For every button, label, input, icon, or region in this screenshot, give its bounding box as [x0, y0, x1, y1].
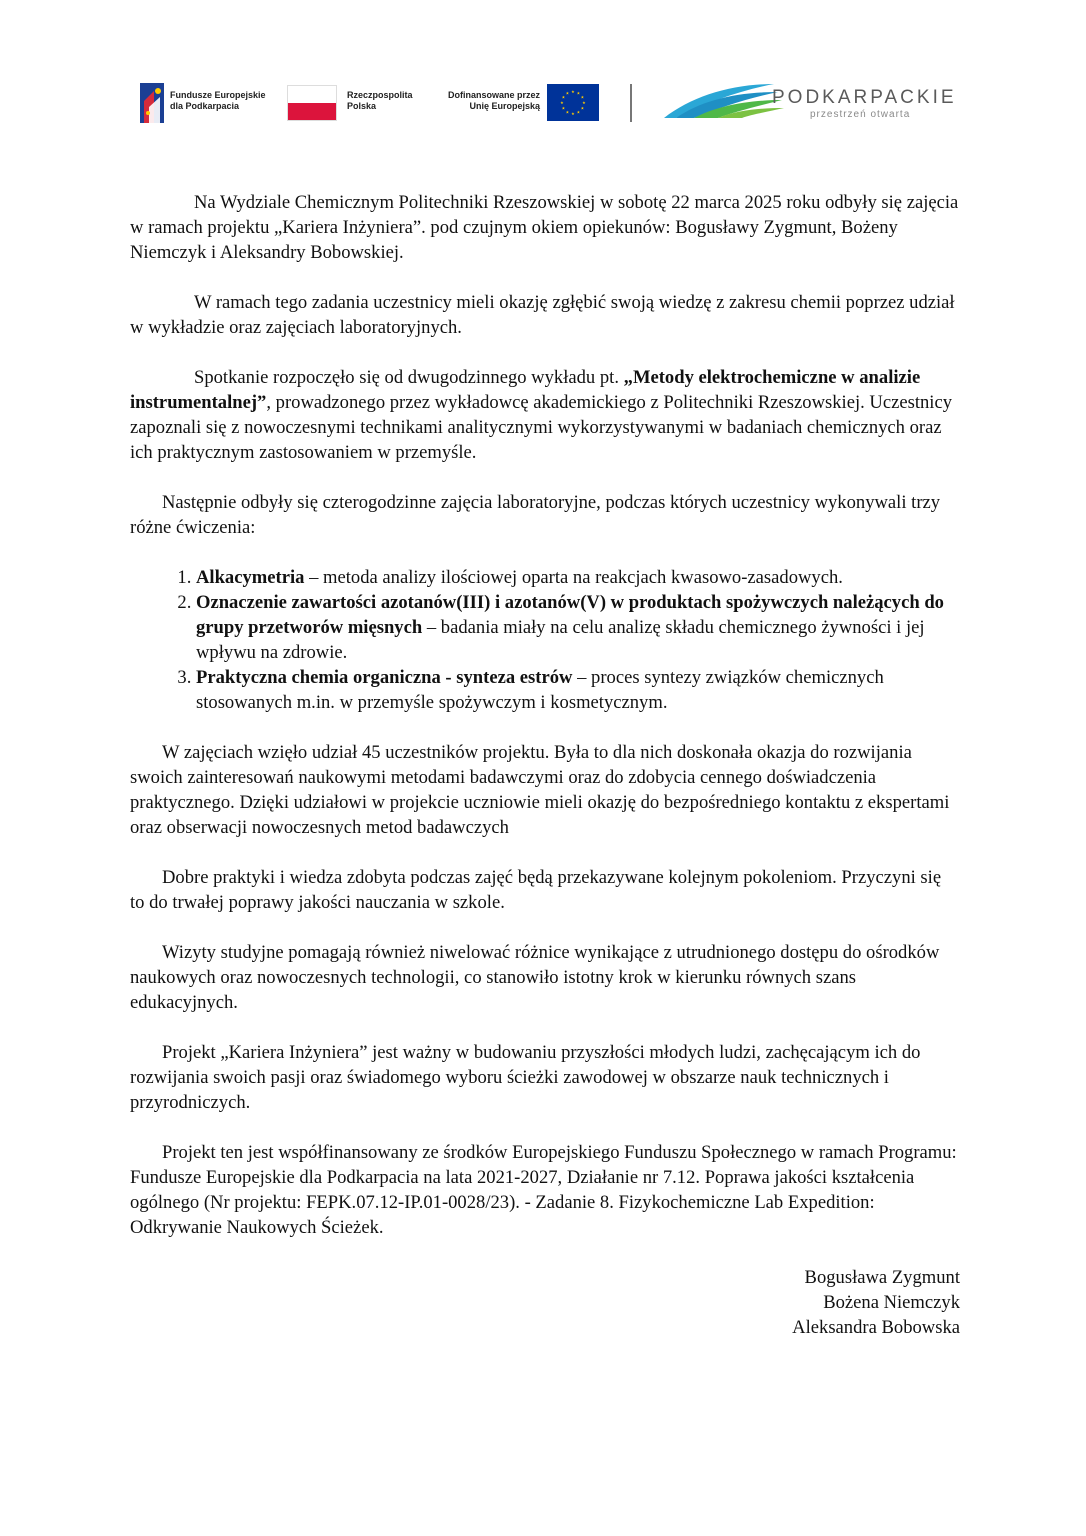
lecture-title: „Metody elektrochemiczne w analizie instrumentalnej”	[130, 367, 921, 413]
fe-emblem-icon	[140, 83, 164, 123]
podkarpackie-hills-icon	[662, 78, 787, 120]
paragraph-funding: Projekt ten jest współfinansowany ze środków Europejskiego Funduszu Społecznego w ramach Programu: Fundusze Europejskie dla Podkarpacia na lata 2021-2027, Działanie nr 7.12. Poprawa jakości kształcenia ogólnego (Nr projektu: FEPK.07.12-IP.01-0028/23). - Zadanie 8. Fizykochemiczne Lab Expedition: Odkrywanie Naukowych Ścieżek.	[130, 1142, 957, 1238]
eu-star-icon: ★	[576, 90, 581, 96]
eu-flag-icon	[547, 84, 599, 121]
eu-star-icon: ★	[565, 90, 570, 96]
eu-star-icon: ★	[580, 94, 585, 100]
polish-flag-icon	[287, 85, 337, 121]
paragraph-intro: Na Wydziale Chemicznym Politechniki Rzeszowskiej w sobotę 22 marca 2025 roku odbyły się zajęcia w ramach projektu „Kariera Inżyniera”. pod czujnym okiem opiekunów: Bogusławy Zygmunt, Bożeny Niemczyk i Aleksandry Bobowskiej.	[130, 192, 959, 263]
logo-bar	[0, 78, 1086, 128]
eu-star-icon: ★	[565, 109, 570, 115]
pl-logo-line2: Polska	[347, 101, 377, 111]
podkarpackie-name: PODKARPACKIE	[772, 87, 957, 108]
signature-name: Bożena Niemczyk	[823, 1292, 960, 1313]
eu-star-icon: ★	[561, 105, 566, 111]
eu-star-icon: ★	[571, 110, 575, 116]
paragraph-lab: Następnie odbyły się czterogodzinne zajęcia laboratoryjne, podczas których uczestnicy wykonywali trzy różne ćwiczenia:	[130, 492, 941, 538]
eu-star-icon: ★	[576, 109, 581, 115]
eu-cofunding-logo	[445, 78, 605, 128]
paragraph-participants: W zajęciach wzięło udział 45 uczestników projektu. Była to dla nich doskonała okazja do rozwijania swoich zainteresowań naukowymi metodami badawczymi oraz do zdobycia cennego doświadczenia praktycznego. Dzięki udziałowi w projekcie uczniowie mieli okazję do bezpośredniego kontaktu z ekspertami oraz obserwacji nowoczesnych metod badawczych	[130, 742, 950, 838]
signature-name: Bogusława Zygmunt	[804, 1267, 960, 1288]
rzeczpospolita-polska-logo	[287, 78, 427, 128]
eu-star-icon: ★	[580, 105, 585, 111]
paragraph-task: W ramach tego zadania uczestnicy mieli okazję zgłębić swoją wiedzę z zakresu chemii poprzez udział w wykładzie oraz zajęciach laboratoryjnych.	[130, 292, 955, 338]
signature-name: Aleksandra Bobowska	[792, 1317, 960, 1338]
pl-logo-line1: Rzeczpospolita	[347, 90, 413, 100]
eu-logo-line2: Unię Europejską	[469, 101, 540, 111]
eu-star-icon: ★	[560, 99, 564, 105]
eu-star-icon: ★	[561, 94, 566, 100]
list-item: 3. Praktyczna chemia organiczna - synteza estrów – proces syntezy związków chemicznych stosowanych m.in. w przemyśle spożywczym i kosmetycznym.	[196, 665, 960, 715]
exercise-list	[130, 565, 960, 715]
document-body	[130, 190, 960, 1340]
paragraph-practices: Dobre praktyki i wiedza zdobyta podczas zajęć będą przekazywane kolejnym pokoleniom. Przyczyni się to do trwałej poprawy jakości nauczania w szkole.	[130, 867, 942, 913]
logo-divider	[630, 84, 632, 122]
paragraph-lecture: Spotkanie rozpoczęło się od dwugodzinnego wykładu pt. „Metody elektrochemiczne w analizie instrumentalnej”, prowadzonego przez wykładowcę akademickiego z Politechniki Rzeszowskiej. Uczestnicy zapoznali się z nowoczesnymi technikami analitycznymi wykorzystywanymi w badaniach chemicznych oraz ich praktycznym zastosowaniem w przemyśle.	[130, 367, 953, 463]
eu-star-icon: ★	[571, 88, 575, 94]
signature-block	[130, 1265, 960, 1340]
fundusze-europejskie-logo	[140, 78, 270, 128]
eu-star-icon: ★	[582, 99, 586, 105]
list-item: 2. Oznaczenie zawartości azotanów(III) i azotanów(V) w produktach spożywczych należących do grupy przetworów mięsnych – badania miały na celu analizę składu chemicznego żywności i jej wpływu na zdrowie.	[196, 590, 960, 665]
podkarpackie-tagline: przestrzeń otwarta	[810, 109, 911, 120]
eu-logo-line1: Dofinansowane przez	[447, 90, 540, 100]
paragraph-project: Projekt „Kariera Inżyniera” jest ważny w budowaniu przyszłości młodych ludzi, zachęcającym ich do rozwijania swoich pasji oraz świadomego wyboru ścieżki zawodowej w obszarze nauk technicznych i przyrodniczych.	[130, 1042, 921, 1113]
fe-logo-line2: dla Podkarpacia	[170, 101, 240, 111]
list-item: 1. Alkacymetria – metoda analizy ilościowej oparta na reakcjach kwasowo-zasadowych.	[196, 565, 960, 590]
fe-logo-line1: Fundusze Europejskie	[170, 90, 266, 100]
paragraph-visits: Wizyty studyjne pomagają również niwelować różnice wynikające z utrudnionego dostępu do ośrodków naukowych oraz nowoczesnych technologii, co stanowiło istotny krok w kierunku równych szans edukacyjnych.	[130, 942, 940, 1013]
podkarpackie-logo	[662, 78, 962, 128]
